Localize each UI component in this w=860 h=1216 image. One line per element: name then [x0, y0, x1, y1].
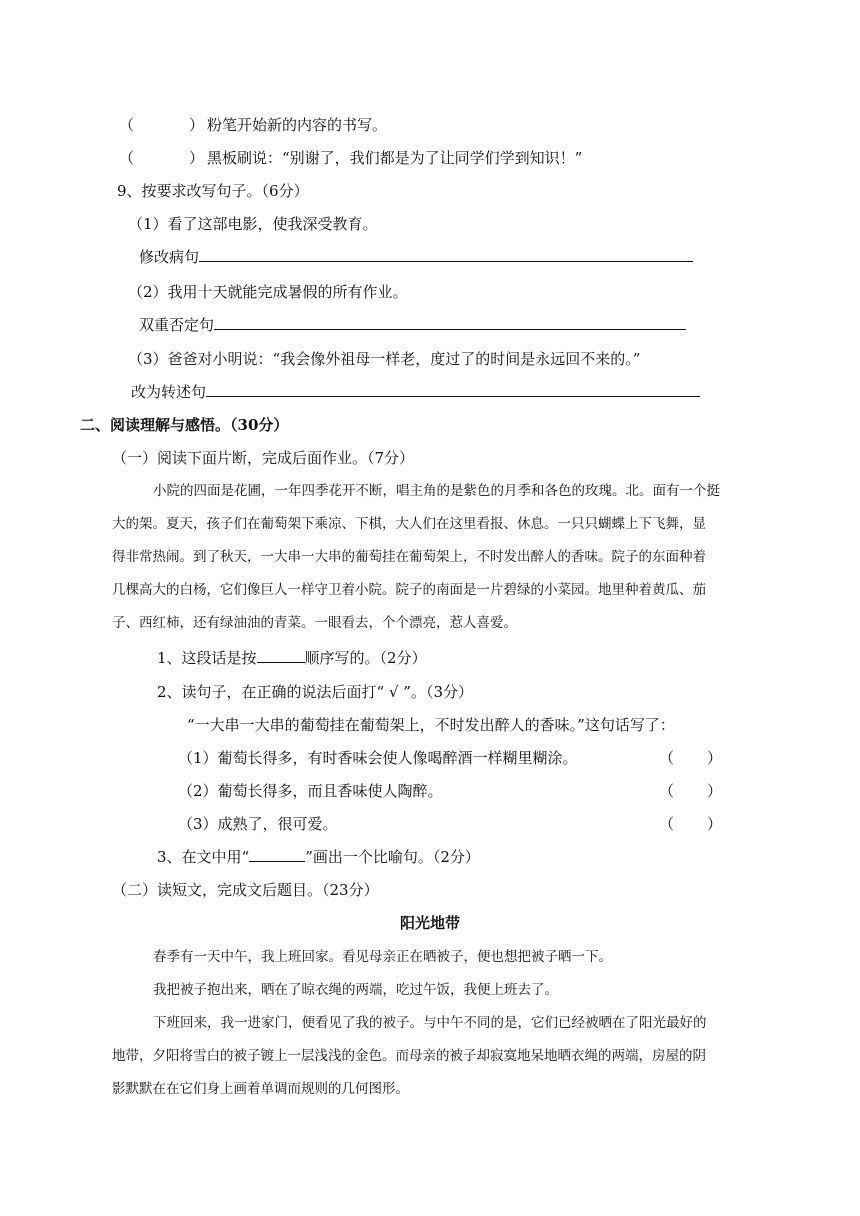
q9-sentence-2: （2）我用十天就能完成暑假的所有作业。 [128, 283, 408, 301]
q3-before: 3、在文中用“ [157, 848, 250, 866]
q2-option-2-open[interactable]: （ [659, 782, 675, 800]
q9-task-2: 双重否定句 [139, 316, 215, 334]
blank-paren-open-2: （ [119, 149, 135, 167]
blank-paren-close-2: ） [189, 149, 205, 167]
q9-task-1: 修改病句 [139, 248, 200, 266]
story-paragraph-3-end: 影默默在在它们身上画着单调而规则的几何图形。 [112, 1081, 409, 1097]
q9-sentence-3: （3）爸爸对小明说：“我会像外祖母一样老，度过了的时间是永远回不来的。” [128, 350, 641, 368]
q9-title: 9、按要求改写句子。（6分） [117, 182, 309, 200]
q1-after: 顺序写的。（2分） [304, 649, 427, 667]
q1-blank[interactable] [257, 648, 305, 663]
section2-heading: 二、阅读理解与感悟。（30分） [80, 416, 289, 434]
q1-row [157, 648, 427, 668]
q9-task-row-2 [139, 315, 686, 335]
blank-paren-close-1: ） [189, 116, 205, 134]
q9-task-3: 改为转述句 [131, 383, 207, 401]
passage-line-4: 几棵高大的白杨，它们像巨人一样守卫着小院。院子的南面是一片碧绿的小菜园。地里种着黄瓜、茄 [112, 582, 706, 598]
story-paragraph-2: 我把被子抱出来，晒在了晾衣绳的两端，吃过午饭，我便上班去了。 [153, 982, 558, 998]
story-title: 阳光地带 [399, 914, 460, 932]
q1-before: 1、这段话是按 [157, 649, 257, 667]
q3-row [157, 847, 480, 867]
q9-sentence-1: （1）看了这部电影，使我深受教育。 [128, 215, 378, 233]
passage-line-5: 子、西红柿，还有绿油油的青菜。一眼看去，个个漂亮，惹人喜爱。 [112, 615, 517, 631]
blank-paren-open-1: （ [119, 116, 135, 134]
q2-option-2-close: ） [707, 782, 723, 800]
answer-line-3[interactable] [206, 382, 700, 397]
part2-title: （二）读短文，完成文后题目。（23分） [112, 881, 379, 899]
q2-option-3: （3）成熟了，很可爱。 [178, 815, 338, 833]
story-paragraph-3-cont: 地带，夕阳将雪白的被子镀上一层浅浅的金色。而母亲的被子却寂寞地呆地晒衣绳的两端，房屋的阴 [112, 1048, 706, 1064]
q3-blank[interactable] [249, 847, 305, 862]
q9-task-row-3 [131, 382, 700, 402]
q2-option-3-close: ） [707, 815, 723, 833]
story-paragraph-1: 春季有一天中午，我上班回家。看见母亲正在晒被子，便也想把被子晒一下。 [153, 949, 612, 965]
fill-item-1: 粉笔开始新的内容的书写。 [207, 116, 388, 134]
q2-title: 2、读句子，在正确的说法后面打“ √ ”。（3分） [157, 683, 474, 701]
q2-option-3-open[interactable]: （ [659, 815, 675, 833]
answer-line-1[interactable] [199, 247, 693, 262]
q2-option-1-close: ） [707, 749, 723, 767]
q2-option-1-open[interactable]: （ [659, 749, 675, 767]
q9-task-row-1 [139, 247, 693, 267]
passage-line-2: 大的架。夏天，孩子们在葡萄架下乘凉、下棋，大人们在这里看报、休息。一只只蝴蝶上下飞舞，显 [112, 516, 706, 532]
story-paragraph-3: 下班回来，我一进家门，便看见了我的被子。与中午不同的是，它们已经被晒在了阳光最好的 [153, 1015, 707, 1031]
q2-option-1: （1）葡萄长得多，有时香味会使人像喝醉酒一样糊里糊涂。 [178, 749, 578, 767]
answer-line-2[interactable] [214, 315, 686, 330]
passage-line-1: 小院的四面是花圃，一年四季花开不断，唱主角的是紫色的月季和各色的玫瑰。北。面有一个挺 [153, 483, 720, 499]
passage-line-3: 得非常热闹。到了秋天，一大串一大串的葡萄挂在葡萄架上，不时发出醉人的香味。院子的东面种着 [112, 549, 706, 565]
q2-option-2: （2）葡萄长得多，而且香味使人陶醉。 [178, 782, 443, 800]
part1-title: （一）阅读下面片断，完成后面作业。（7分） [112, 449, 415, 467]
fill-item-2: 黑板刷说：“别谢了，我们都是为了让同学们学到知识！” [207, 149, 583, 167]
q2-quote: “一大串一大串的葡萄挂在葡萄架上，不时发出醉人的香味。”这句话写了： [187, 716, 675, 734]
q3-after: ”画出一个比喻句。（2分） [305, 848, 480, 866]
